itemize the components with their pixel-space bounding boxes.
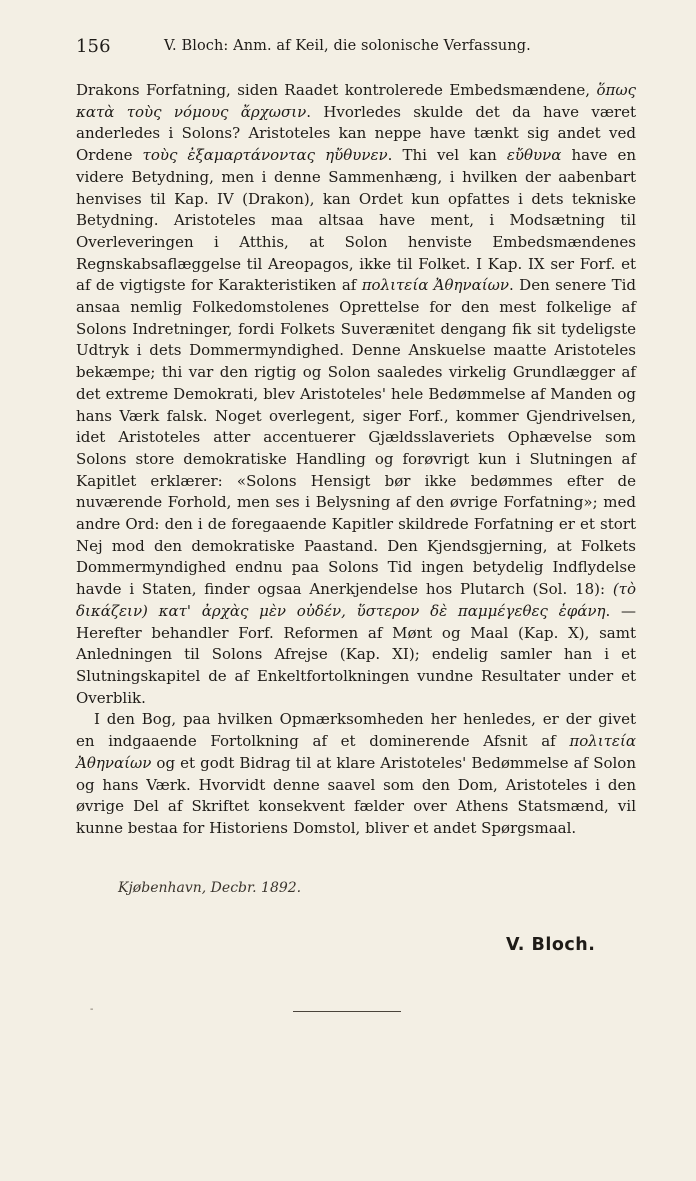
greek-quote: ὅπως κατὰ τοὺς νόμους ἄρχωσιν <box>76 81 636 121</box>
greek-quote: τοὺς ἐξαμαρτάνοντας ηὔθυνεν <box>142 146 388 165</box>
text-run: I den Bog, paa hvilken Opmærksomheden her henledes, er der givet en indgaaende Fortolkning af et dominerende Afsnit af <box>76 710 636 751</box>
paragraph <box>76 80 636 709</box>
page-number: 156 <box>76 36 111 57</box>
greek-quote: (τὸ δικάζειν) κατ' ἀρχὰς μὲν οὐδέν, ὕστερον δὲ παμμέγεθες ἐφάνη <box>76 580 636 620</box>
signoff-author: V. Bloch. <box>506 935 596 955</box>
text-run: . — Herefter behandler Forf. Reformen af Mønt og Maal (Kap. X), samt Anledningen til Solons Afrejse (Kap. XI); endelig samler han i et Slutningskapitel de af Enkeltfortolkningen vundne Resultater under et Overblik. <box>76 601 636 707</box>
footer-rule <box>293 1011 401 1012</box>
signoff-place-date: Kjøbenhavn, Decbr. 1892. <box>118 880 302 896</box>
text-run: . Thi vel kan <box>387 146 507 165</box>
greek-quote: εὔθυνα <box>506 146 562 165</box>
footer-mark: - <box>90 1004 94 1015</box>
text-run: . Den senere Tid ansaa nemlig Folkedomstolenes Oprettelse for den mest folkelige af Solons Indretninger, fordi Folkets Suverænitet dengang fik sit tydeligste Udtryk i dets Dommermyndighed. Denne Anskuelse maatte Aristoteles bekæmpe; thi var den rigtig og Solon saaledes virkelig Grundlægger af det extreme Demokrati, blev Aristoteles' hele Bedømmelse af Manden og hans Værk falsk. Noget overlegent, siger Forf., kommer Gjendrivelsen, idet Aristoteles atter accentuerer Gjældsslaveriets Ophævelse som Solons store demokratiske Handling og forøvrigt kun i Slutningen af Kapitlet erklærer: «Solons Hensigt bør ikke bedømmes efter de nuværende Forhold, men ses i Belysning af den øvrige Forfatning»; med andre Ord: den i de foregaaende Kapitler skildrede Forfatning er et stort Nej mod den demokratiske Paastand. Den Kjendsgjerning, at Folkets Dommermyndighed endnu paa Solons Tid ingen betydelig Indflydelse havde i Staten, finder ogsaa Anerkjendelse hos Plutarch (Sol. 18): <box>76 276 637 599</box>
paragraph <box>76 709 636 839</box>
text-run: Drakons Forfatning, siden Raadet kontrolerede Embedsmændene, <box>76 81 597 99</box>
page-header <box>76 36 636 60</box>
text-run: have en videre Betydning, men i denne Sammenhæng, i hvilken der aabenbart henvises til Kap. IV (Drakon), kan Ordet kun opfattes i dets tekniske Betydning. Aristoteles maa altsaa have ment, i Modsætning til Overleveringen i Atthis, at Solon henviste Embedsmændenes Regnskabsaflæggelse til Areopagos, ikke til Folket. I Kap. IX ser Forf. et af de vigtigste for Karakteristiken af <box>76 146 636 295</box>
body-text <box>76 80 636 840</box>
greek-quote: πολιτεία Ἀθηναίων <box>76 732 636 772</box>
running-title: V. Bloch: Anm. af Keil, die solonische Verfassung. <box>164 38 531 54</box>
text-run: og et godt Bidrag til at klare Aristoteles' Bedømmelse af Solon og hans Værk. Hvorvidt denne saavel som den Dom, Aristoteles i den øvrige Del af Skriftet konsekvent fælder over Athens Statsmænd, vil kunne bestaa for Historiens Domstol, bliver et andet Spørgsmaal. <box>76 753 636 837</box>
greek-quote: πολιτεία Ἀθηναίων <box>361 276 510 295</box>
text-run: . Hvorledes skulde det da have været anderledes i Solons? Aristoteles kan neppe have tænkt sig andet ved Ordene <box>76 102 636 165</box>
